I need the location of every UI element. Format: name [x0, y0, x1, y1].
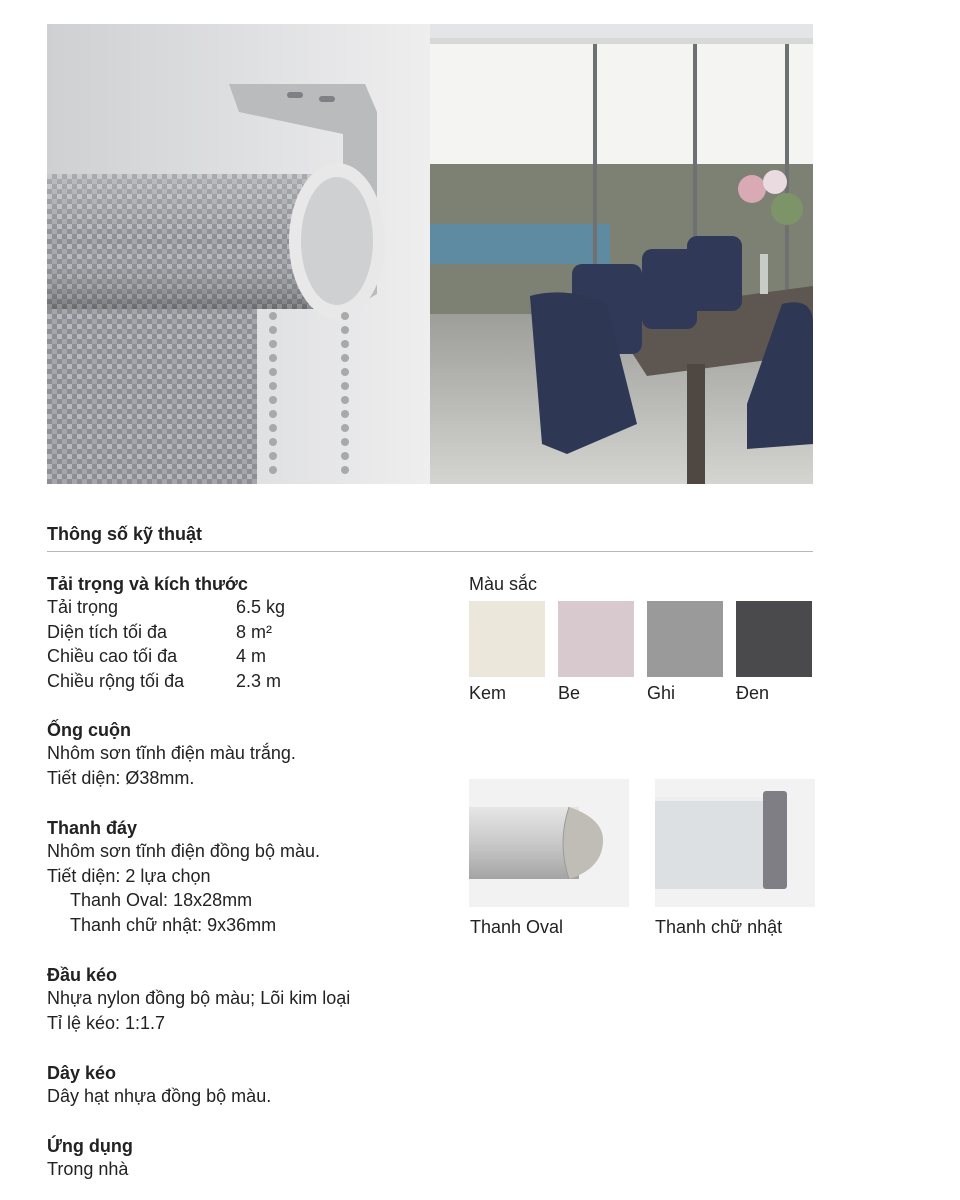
- section-divider: [47, 551, 813, 552]
- pull-cord-block: [47, 1063, 271, 1109]
- application-block: [47, 1136, 133, 1182]
- application-heading: Ứng dụng: [47, 1136, 133, 1156]
- spec-value: 2.3 m: [236, 670, 282, 691]
- spec-label: Diện tích tối đa: [47, 621, 168, 642]
- spec-row-max-area: [47, 620, 285, 645]
- bottom-bar-heading: Thanh đáy: [47, 818, 138, 838]
- bottom-bar-line: Nhôm sơn tĩnh điện đồng bộ màu.: [47, 841, 320, 861]
- section-title: Thông số kỹ thuật: [47, 524, 202, 544]
- spec-row-load: [47, 595, 285, 620]
- pull-cord-heading: Dây kéo: [47, 1063, 117, 1083]
- pull-head-line: Tỉ lệ kéo: 1:1.7: [47, 1012, 166, 1033]
- spec-value: 8 m²: [236, 621, 272, 642]
- color-swatch-kem[interactable]: [469, 601, 545, 677]
- spec-row-max-height: [47, 644, 285, 669]
- color-label: Be: [558, 683, 581, 703]
- colors-heading: Màu sắc: [469, 574, 538, 594]
- profile-label-rectangular: Thanh chữ nhật: [655, 917, 783, 937]
- bottom-bar-block: [47, 818, 320, 937]
- bottom-bar-option: Thanh Oval: 18x28mm: [70, 890, 253, 910]
- roller-line: Nhôm sơn tĩnh điện màu trắng.: [47, 743, 296, 763]
- spec-label: Chiều cao tối đa: [47, 646, 178, 666]
- rectangular-bar-image: [655, 779, 815, 907]
- roller-block: [47, 720, 296, 790]
- profile-label-oval: Thanh Oval: [470, 917, 564, 937]
- load-size-heading: Tải trọng và kích thước: [47, 574, 248, 594]
- color-label: Đen: [736, 683, 770, 703]
- color-swatch-ghi[interactable]: [647, 601, 723, 677]
- pull-cord-line: Dây hạt nhựa đồng bộ màu.: [47, 1086, 272, 1106]
- spec-value: 4 m: [236, 646, 267, 666]
- spec-row-max-width: [47, 669, 285, 694]
- pull-head-heading: Đầu kéo: [47, 965, 118, 985]
- color-swatch-be[interactable]: [558, 601, 634, 677]
- roller-closeup-photo: [47, 24, 430, 484]
- bottom-bar-line: Tiết diện: 2 lựa chọn: [47, 865, 211, 886]
- pull-head-line: Nhựa nylon đồng bộ màu; Lõi kim loại: [47, 988, 351, 1008]
- spec-label: Chiều rộng tối đa: [47, 670, 185, 691]
- roller-line: Tiết diện: Ø38mm.: [47, 767, 195, 788]
- color-label: Ghi: [647, 683, 676, 703]
- oval-bar-image: [469, 779, 629, 907]
- bottom-bar-option: Thanh chữ nhật: 9x36mm: [70, 914, 277, 935]
- color-swatch-den[interactable]: [736, 601, 812, 677]
- hero-image: [47, 24, 813, 484]
- roller-heading: Ống cuộn: [47, 720, 131, 740]
- spec-value: 6.5 kg: [236, 597, 286, 617]
- load-size-block: [47, 574, 285, 693]
- dining-room-photo: [430, 24, 813, 484]
- color-label: Kem: [469, 683, 507, 703]
- spec-label: Tải trọng: [47, 597, 119, 617]
- pull-head-block: [47, 965, 350, 1035]
- application-line: Trong nhà: [47, 1159, 129, 1179]
